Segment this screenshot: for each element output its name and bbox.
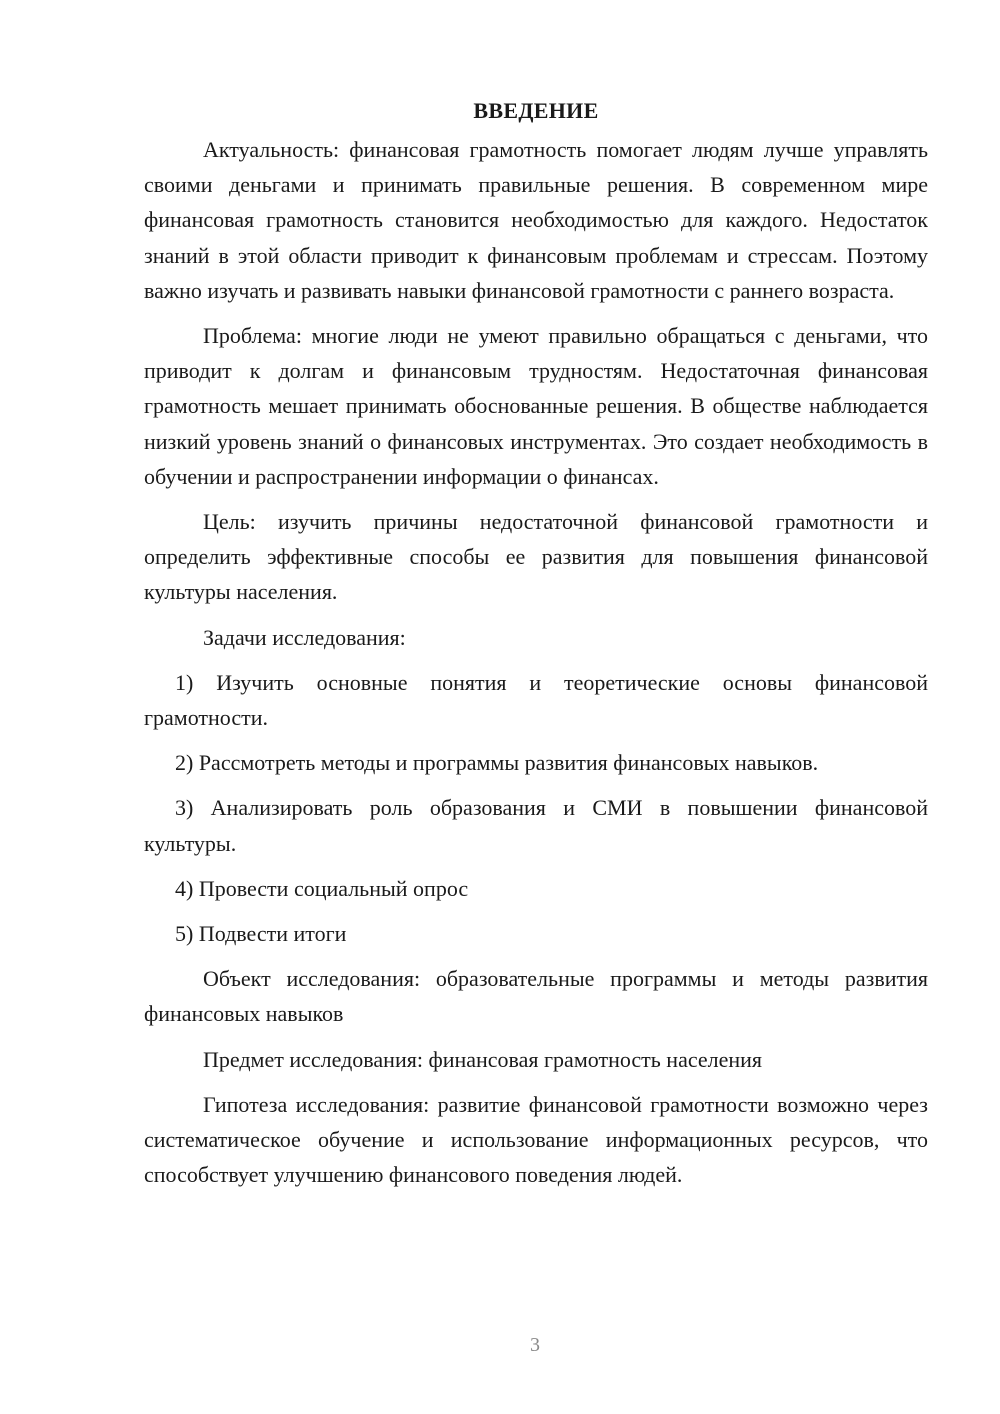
list-item-task-1: 1) Изучить основные понятия и теоретические основы финансовой грамотности. bbox=[144, 669, 928, 731]
list-item-task-2: 2) Рассмотреть методы и программы развития финансовых навыков. bbox=[175, 750, 819, 776]
paragraph-problem: Проблема: многие люди не умеют правильно обращаться с деньгами, что приводит к долгам и финансовым трудностям. Недостаточная финансовая грамотность мешает принимать обоснованные решения. В обществе наблюдается низкий уровень знаний о финансовых инструментах. Это создает необходимость в обучении и распространении информации о финансах. bbox=[144, 323, 928, 489]
paragraph-tasks-heading: Задачи исследования: bbox=[203, 624, 406, 650]
list-item-task-3: 3) Анализировать роль образования и СМИ в повышении финансовой культуры. bbox=[144, 795, 928, 856]
paragraph-subject: Предмет исследования: финансовая грамотность населения bbox=[203, 1046, 763, 1072]
paragraph-relevance: Актуальность: финансовая грамотность помогает людям лучше управлять своими деньгами и принимать правильные решения. В современном мире финансовая грамотность становится необходимостью для каждого. Недостаток знаний в этой области приводит к финансовым проблемам и стрессам. Поэтому важно изучать и развивать навыки финансовой грамотности с раннего возраста. bbox=[144, 137, 928, 303]
paragraph-object: Объект исследования: образовательные программы и методы развития финансовых навыков bbox=[144, 966, 928, 1027]
list-item-task-4: 4) Провести социальный опрос bbox=[175, 875, 469, 901]
document-page bbox=[144, 96, 928, 1202]
section-title: ВВЕДЕНИЕ bbox=[473, 98, 599, 123]
page-number: 3 bbox=[530, 1334, 540, 1356]
paragraph-goal: Цель: изучить причины недостаточной финансовой грамотности и определить эффективные способы ее развития для повышения финансовой культуры населения. bbox=[144, 509, 928, 605]
list-item-task-5: 5) Подвести итоги bbox=[175, 921, 347, 947]
paragraph-hypothesis: Гипотеза исследования: развитие финансовой грамотности возможно через систематическое обучение и использование информационных ресурсов, что способствует улучшению финансового поведения людей. bbox=[144, 1091, 928, 1188]
